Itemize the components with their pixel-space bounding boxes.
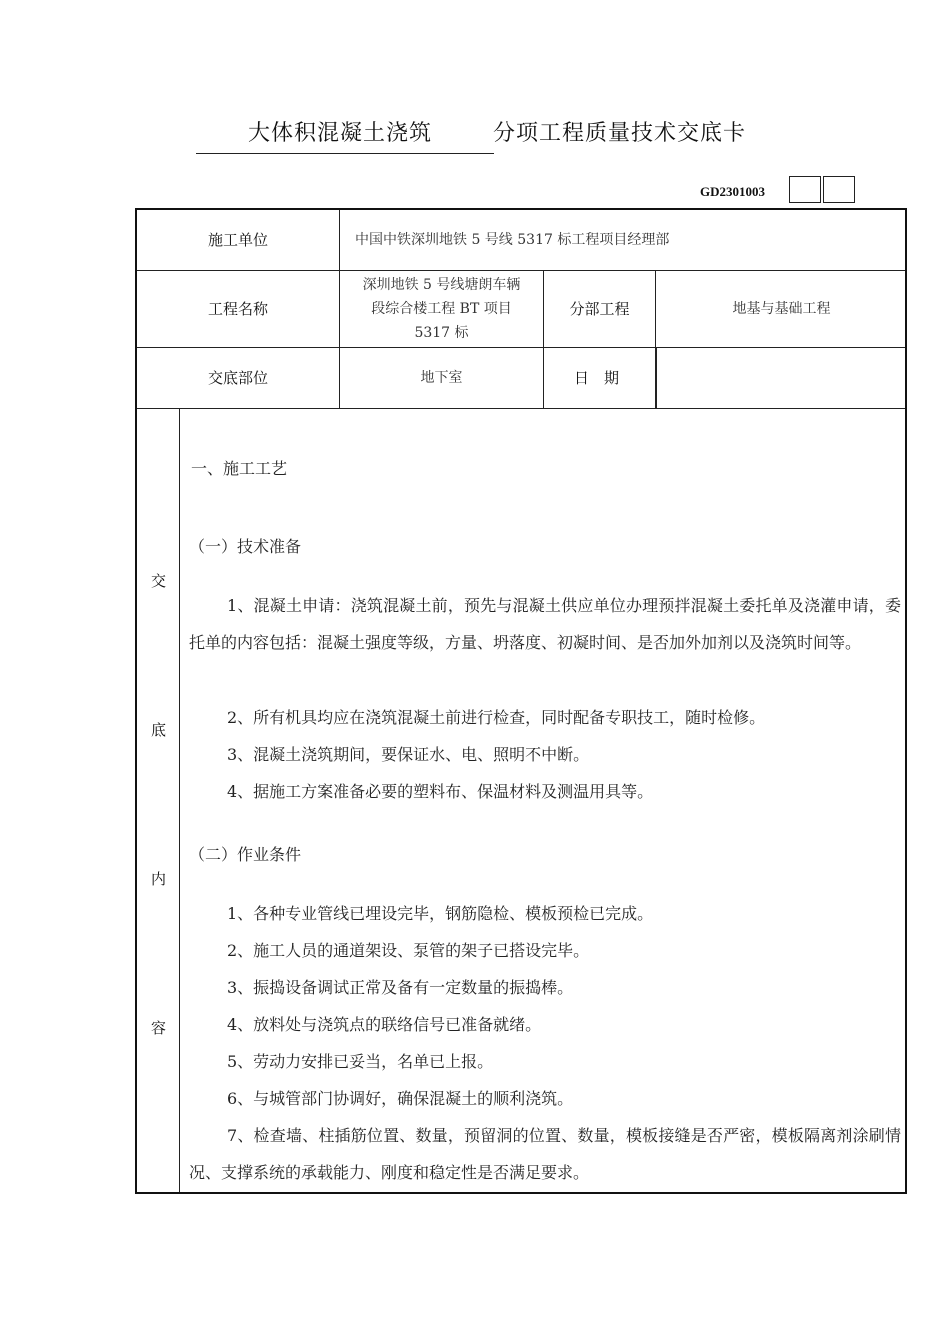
paragraph: 4、放料处与浇筑点的联络信号已准备就绪。 bbox=[227, 1015, 542, 1034]
paragraph: 7、检查墙、柱插筋位置、数量，预留洞的位置、数量，模板接缝是否严密，模板隔离剂涂刷情况、支撑系统的承载能力、刚度和稳定性是否满足要求。 bbox=[189, 1126, 901, 1182]
section-heading: 一、施工工艺 bbox=[191, 459, 288, 478]
date-label: 日 期 bbox=[574, 368, 620, 387]
side-char: 底 bbox=[151, 721, 167, 739]
form-code: GD2301003 bbox=[700, 184, 765, 199]
paragraph: 5、劳动力安排已妥当，名单已上报。 bbox=[227, 1052, 494, 1071]
project-value-line: 段综合楼工程 BT 项目 bbox=[371, 300, 512, 317]
paragraph: 4、据施工方案准备必要的塑料布、保温材料及测温用具等。 bbox=[227, 782, 654, 801]
content-side-label bbox=[137, 410, 180, 1186]
division-value: 地基与基础工程 bbox=[732, 300, 831, 317]
division-label: 分部工程 bbox=[569, 299, 630, 318]
code-box-1[interactable] bbox=[789, 176, 821, 203]
title-subject: 大体积混凝土浇筑 bbox=[248, 121, 433, 146]
project-value bbox=[340, 270, 543, 347]
project-value-line: 5317 标 bbox=[414, 324, 469, 341]
title-underline bbox=[196, 153, 494, 154]
document-title bbox=[0, 116, 950, 156]
row-divider bbox=[137, 408, 905, 409]
location-label: 交底部位 bbox=[207, 368, 268, 387]
project-label: 工程名称 bbox=[207, 299, 268, 318]
side-char: 交 bbox=[151, 572, 167, 590]
paragraph: 3、混凝土浇筑期间，要保证水、电、照明不中断。 bbox=[227, 745, 590, 764]
disclosure-table bbox=[135, 208, 907, 1194]
code-box-2[interactable] bbox=[823, 176, 855, 203]
paragraph: 6、与城管部门协调好，确保混凝土的顺利浇筑。 bbox=[227, 1089, 574, 1108]
paragraph: 2、所有机具均应在浇筑混凝土前进行检查，同时配备专职技工，随时检修。 bbox=[227, 708, 766, 727]
location-value: 地下室 bbox=[420, 369, 463, 386]
paragraph: 1、各种专业管线已埋设完毕，钢筋隐检、模板预检已完成。 bbox=[227, 904, 654, 923]
paragraph: 3、振捣设备调试正常及备有一定数量的振捣棒。 bbox=[227, 978, 574, 997]
unit-value: 中国中铁深圳地铁 5 号线 5317 标工程项目经理部 bbox=[355, 232, 670, 248]
project-value-line: 深圳地铁 5 号线塘朗车辆 bbox=[362, 276, 521, 293]
side-char: 内 bbox=[151, 870, 167, 888]
date-value[interactable] bbox=[657, 347, 907, 408]
side-char: 容 bbox=[151, 1019, 167, 1037]
subsection-heading: （一）技术准备 bbox=[189, 537, 302, 556]
title-suffix: 分项工程质量技术交底卡 bbox=[493, 121, 747, 146]
paragraph: 2、施工人员的通道架设、泵管的架子已搭设完毕。 bbox=[227, 941, 590, 960]
subsection-heading: （二）作业条件 bbox=[189, 845, 302, 864]
unit-label: 施工单位 bbox=[207, 231, 268, 249]
paragraph: 1、混凝土申请：浇筑混凝土前，预先与混凝土供应单位办理预拌混凝土委托单及浇灌申请，委托单的内容包括：混凝土强度等级，方量、坍落度、初凝时间、是否加外加剂以及浇筑时间等。 bbox=[189, 596, 901, 652]
